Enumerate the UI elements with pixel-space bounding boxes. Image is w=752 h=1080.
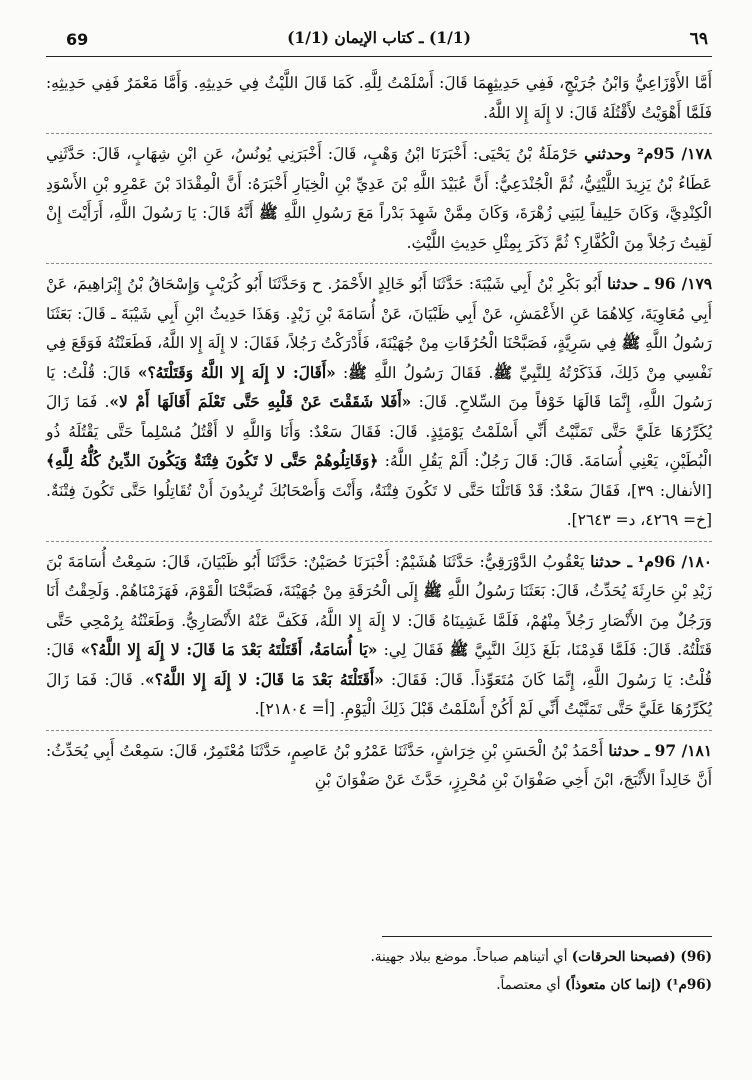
footnotes [46,936,712,999]
prophet-quote: «يَا أُسَامَةُ، أَقَتَلْتَهُ بَعْدَ مَا قَالَ: لا إِلَهَ إِلا اللَّهُ؟» [80,641,378,659]
hadith-text-body [46,69,712,796]
narration-opening: ـ حدثنا [590,552,632,571]
paragraph-separator [46,263,712,264]
page-number-latin: 69 [66,30,89,49]
text-segment: . قَالَ: فَمَا زَالَ يُكَرِّرُهَا عَلَيَّ حَتَّى تَمَنَّيْتُ أَنِّي لَمْ أَكُنْ أَسْلَمْتُ قَبْلَ ذَلِكَ الْيَوْمِ. [أ= ٢١٨٠٤]. [46,670,712,718]
prophet-quote: «أَقَتَلْتَهُ بَعْدَ مَا قَالَ: لا إِلَهَ إِلا اللَّهُ؟» [144,670,384,689]
hadith-number: ١٨١/ 97 [654,741,712,760]
text-segment: أَمَّا الأَوْزَاعِيُّ وَابْنُ جُرَيْجٍ، فَفِي حَدِيثِهِمَا قَالَ: أَسْلَمْتُ لِلَّهِ. كَمَا قَالَ اللَّيْثُ فِي حَدِيثِهِ. وَأَمَّا مَعْمَرٌ فَفِي حَدِيثِهِ: فَلَمَّا أَهْوَيْتُ لأَقْتُلَهُ قَالَ: لا إِلَهَ إِلا اللَّهُ. [46,74,712,122]
paragraph-separator [46,541,712,542]
text-segment: يَعْقُوبُ الدَّوْرَقِيُّ: حَدَّثَنَا هُشَيْمٌ: أَخْبَرَنَا حُصَيْنٌ: حَدَّثَنَا أَبُو ظَبْيَانَ، قَالَ: سَمِعْتُ أُسَامَةَ بْنَ زَيْدِ بْنِ حَارِثَةَ يُحَدِّثُ، قَالَ: بَعَثَنَا رَسُولُ اللَّهِ [46,552,712,600]
text-segment: قَالَ: قُلْتُ: يَا رَسُولَ اللَّهِ، إِنَّمَا قَالَهَا خَوْفاً مِنَ السِّلاحِ. قَالَ: [46,363,712,411]
hadith-number: ١٧٨/ 95م² [637,145,712,163]
text-segment: أَنَّهُ قَالَ: يَا رَسُولَ اللَّهِ، أَرَأَيْتَ إِنْ لَقِيتُ رَجُلاً مِنَ الْكُفَّارِ؟ ثُمَّ ذَكَرَ بِمِثْلِ حَدِيثِ اللَّيْثِ. [46,204,712,252]
narration-opening: ـ حدثنا [607,275,649,293]
hadith-number: ١٨٠/ 96م¹ [637,552,712,571]
quran-verse: ﴿وَقَاتِلُوهُمْ حَتَّى لا تَكُونَ فِتْنَةٌ وَيَكُونَ الدِّينُ كُلُّهُ لِلَّهِ﴾ [46,452,379,470]
prophet-quote: «أَفَلا شَقَقْتَ عَنْ قَلْبِهِ حَتَّى تَعْلَمَ أَقَالَهَا أَمْ لا» [109,393,412,411]
hadith-paragraph [46,140,712,258]
paragraph-separator [46,133,712,134]
salutation-glyph: ﷺ [621,334,641,352]
text-segment: فَقَالَ لِي: [377,641,450,659]
text-segment: . فَقَالَ رَسُولُ اللَّهِ [366,363,494,382]
hadith-paragraph [46,737,712,796]
footnote-text: أي معتصماً. [496,977,565,993]
hadith-paragraph [46,548,712,725]
salutation-glyph: ﷺ [259,204,278,222]
footnote-separator [382,936,712,937]
salutation-glyph: ﷺ [493,363,513,382]
text-segment: أَحْمَدُ بْنُ الْحَسَنِ بْنِ خِرَاشٍ، حَدَّثَنَا عَمْرُو بْنُ عَاصِمٍ، حَدَّثَنَا مُعْتَمِرٌ، قَالَ: سَمِعْتُ أَبِي يُحَدِّثُ: أَنَّ خَالِداً الأَثْبَجَ، ابْنَ أَخِي صَفْوَانَ بْنِ مُحْرِزٍ، حَدَّثَ عَنْ صَفْوَانَ بْنِ [46,741,712,789]
text-segment: إِلَى الْحُرَقَةِ مِنْ جُهَيْنَةَ، فَصَبَّحْنَا الْقَوْمَ، فَهَزَمْنَاهُمْ. وَلَحِقْتُ أَنَا وَرَجُلٌ مِنَ الأَنْصَارِ رَجُلاً مِنْهُمْ، فَلَمَّا غَشِينَاهُ قَالَ: لا إِلَهَ إِلا اللَّهُ، فَكَفَّ عَنْهُ الأَنْصَارِيُّ. وَطَعَنْتُهُ بِرُمْحِي حَتَّى قَتَلْتُهُ. قَالَ: فَلَمَّا قَدِمْنَا، بَلَغَ ذَلِكَ النَّبِيَّ [46,582,712,659]
footnote-item [46,971,712,999]
text-segment: فِي سَرِيَّةٍ، فَصَبَّحْنَا الْحُرُقَاتِ مِنْ جُهَيْنَةَ، فَأَدْرَكْتُ رَجُلاً، فَقَالَ: لا إِلَهَ إِلا اللَّهُ، فَطَعَنْتُهُ فَوَقَعَ فِي نَفْسِي مِنْ ذَلِكَ، فَذَكَرْتُهُ لِلنَّبِيِّ [46,334,712,382]
page-number-arabic: ٦٩ [689,29,708,49]
running-title: (1/1) ـ كتاب الإيمان (1/1) [287,28,471,47]
text-segment: أَبُو بَكْرِ بْنُ أَبِي شَيْبَةَ: حَدَّثَنَا أَبُو خَالِدٍ الأَحْمَرُ. ح وَحَدَّثَنَا أَبُو كُرَيْبٍ وَإِسْحَاقُ بْنُ إِبْرَاهِيمَ، عَنْ أَبِي مُعَاوِيَةَ، كِلاهُمَا عَنِ الأَعْمَشِ، عَنْ أَبِي ظَبْيَانَ، عَنْ أُسَامَةَ بْنِ زَيْدٍ. وَهَذَا حَدِيثُ ابْنِ أَبِي شَيْبَةَ ـ قَالَ: بَعَثَنَا رَسُولُ اللَّهِ [46,275,712,352]
narration-opening: وحدثني [584,145,631,163]
text-segment: [الأنفال: ٣٩]، فَقَالَ سَعْدٌ: قَدْ قَاتَلْنَا حَتَّى لا تَكُونَ فِتْنَةٌ، وَأَنْتَ وَأَصْحَابُكَ تُرِيدُونَ أَنْ تُقَاتِلُوا حَتَّى تَكُونَ فِتْنَةٌ. [خ= ٤٢٦٩، د= ٢٦٤٣]. [46,481,713,529]
hadith-paragraph [46,69,712,128]
hadith-number: ١٧٩/ 96 [654,275,713,293]
footnote-key: (96م¹) (إنما كان متعوذاً) [564,977,712,993]
paragraph-separator [46,730,712,731]
salutation-glyph: ﷺ [423,582,442,600]
prophet-quote: «أَقَالَ: لا إِلَهَ إِلا اللَّهُ وَقَتَلْتَهُ؟» [137,363,336,382]
salutation-glyph: ﷺ [449,641,469,659]
salutation-glyph: ﷺ [348,363,367,382]
text-segment: قَالَ: قُلْتُ: يَا رَسُولَ اللَّهِ، إِنَّمَا كَانَ مُتَعَوِّذاً. قَالَ: فَقَالَ: [46,641,712,689]
text-segment: : [335,363,349,382]
text-segment: حَرْمَلَةُ بْنُ يَحْيَى: أَخْبَرَنَا ابْنُ وَهْبٍ، قَالَ: أَخْبَرَنِي يُونُسُ، عَنِ ابْنِ شِهَابٍ، قَالَ: حَدَّثَنِي عَطَاءُ بْنُ يَزِيدَ اللَّيْثِيُّ، ثُمَّ الْجُنْدَعِيُّ: أَنَّ عُبَيْدَ اللَّهِ بْنَ عَدِيِّ بْنِ الْخِيَارِ أَخْبَرَهُ: أَنَّ الْمِقْدَادَ بْنَ عَمْرِو بْنِ الأَسْوَدِ الْكِنْدِيَّ، وَكَانَ حَلِيفاً لِبَنِي زُهْرَةَ، وَكَانَ مِمَّنْ شَهِدَ بَدْراً مَعَ رَسُولِ اللَّهِ [46,145,712,222]
narration-opening: ـ حدثنا [608,741,650,760]
footnote-key: (96) (فصبحنا الحرقات) [571,949,712,965]
page-header [46,26,712,57]
footnote-item [46,943,712,971]
hadith-paragraph [46,270,712,536]
footnote-text: أي أتيناهم صباحاً. موضع ببلاد جهينة. [370,949,572,965]
text-segment: . فَمَا زَالَ يُكَرِّرُهَا عَلَيَّ حَتَّى تَمَنَّيْتُ أَنِّي أَسْلَمْتُ يَوْمَئِذٍ. قَالَ: فَقَالَ سَعْدٌ: وَأَنَا وَاللَّهِ لا أَقْتُلُ مُسْلِماً حَتَّى يَقْتُلَهُ ذُو الْبُطَيْنِ، يَعْنِي أُسَامَةَ. قَالَ: قَالَ رَجُلٌ: أَلَمْ يَقُلِ اللَّهُ: [46,393,712,470]
